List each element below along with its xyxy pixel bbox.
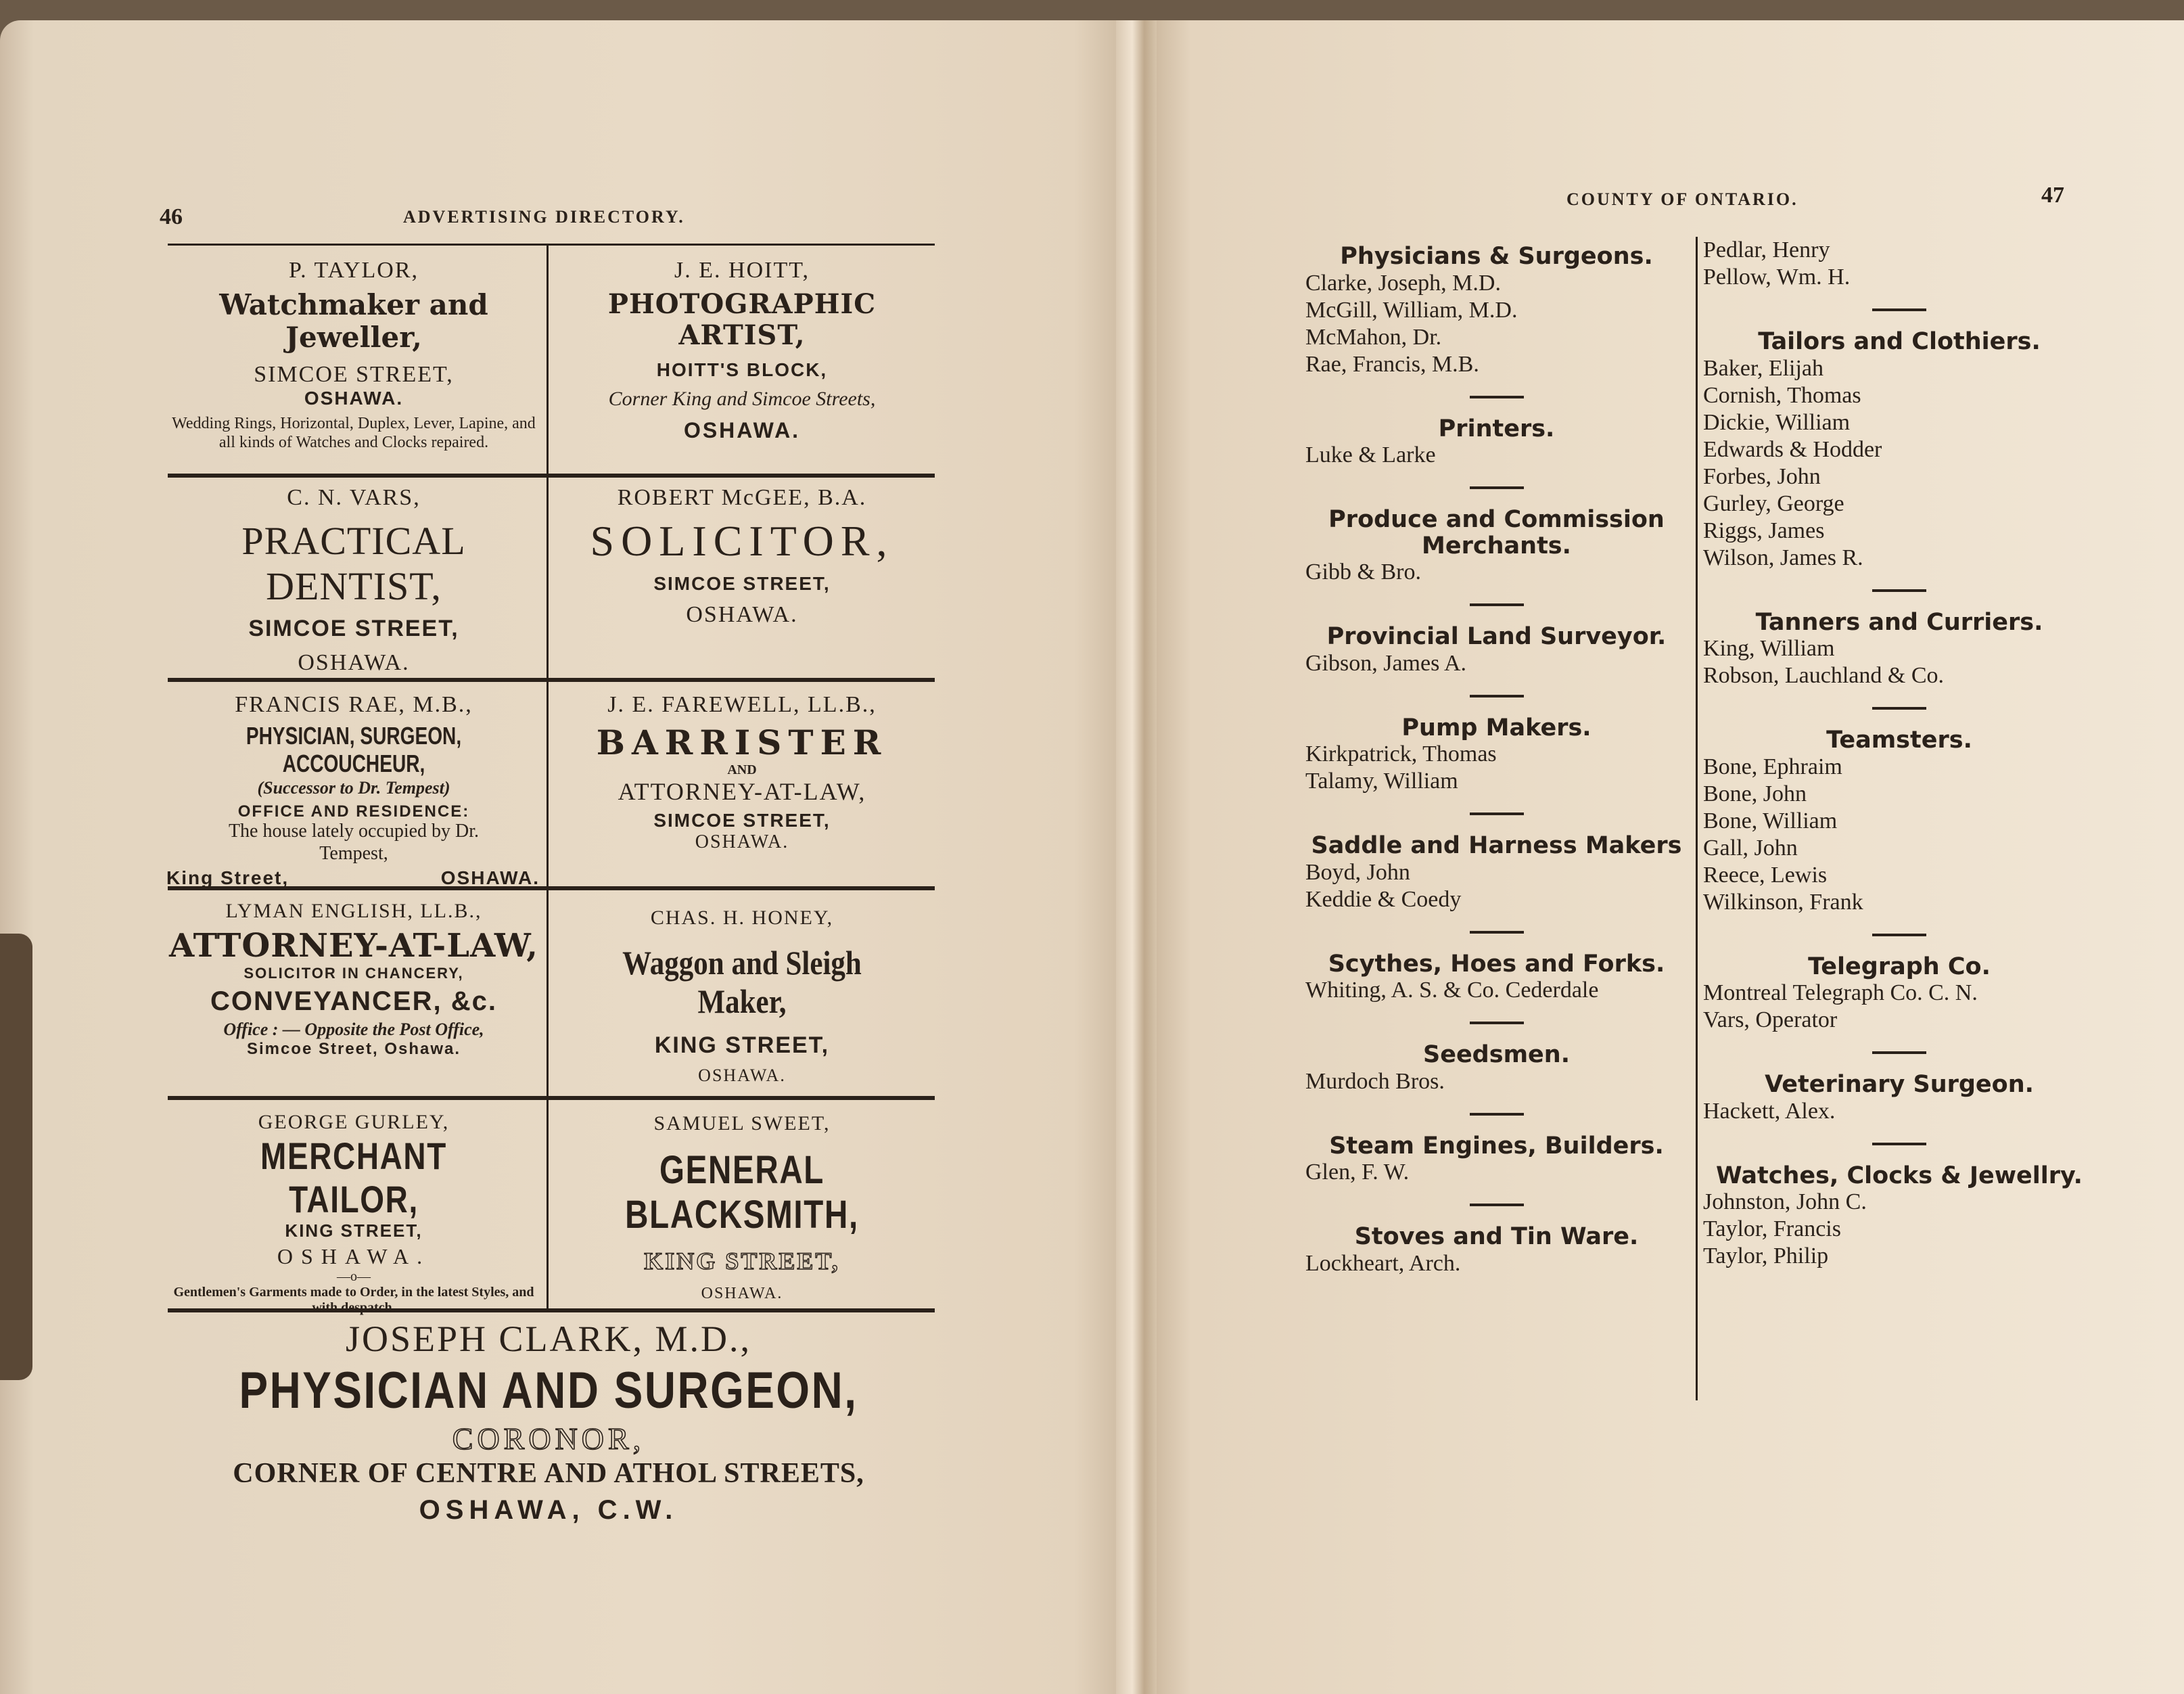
category-heading: Printers. bbox=[1438, 415, 1555, 442]
directory-entry: Edwards & Hodder bbox=[1703, 436, 1882, 462]
directory-entry: Clarke, Joseph, M.D. bbox=[1305, 270, 1501, 296]
ad-street: SIMCOE STREET, bbox=[248, 616, 459, 642]
directory-entry: Boyd, John bbox=[1305, 859, 1410, 885]
section-dash bbox=[1470, 1022, 1524, 1024]
ad-trade-2: SOLICITOR IN CHANCERY, bbox=[243, 964, 464, 982]
ad-trade: BARRISTER bbox=[596, 723, 888, 763]
category-heading: Tailors and Clothiers. bbox=[1758, 328, 2041, 355]
ad-name: C. N. VARS, bbox=[287, 485, 421, 510]
ad-english bbox=[162, 900, 545, 1058]
ad-block: HOITT'S BLOCK, bbox=[656, 359, 828, 381]
ad-taylor bbox=[162, 257, 545, 452]
ad-town: OSHAWA. bbox=[686, 601, 798, 627]
entry: Pellow, Wm. H. bbox=[1703, 265, 1851, 290]
directory-entry: McGill, William, M.D. bbox=[1305, 297, 1518, 323]
page-number-right: 47 bbox=[2041, 183, 2064, 208]
directory-entry: McMahon, Dr. bbox=[1305, 324, 1442, 350]
directory-entry: Taylor, Philip bbox=[1703, 1243, 1829, 1268]
ad-name: JOSEPH CLARK, M.D., bbox=[345, 1319, 752, 1359]
ad-honey bbox=[549, 907, 935, 1085]
ad-street: King Street, bbox=[166, 867, 289, 888]
ad-trade-2: ATTORNEY-AT-LAW, bbox=[618, 777, 866, 805]
ad-corner: Corner King and Simcoe Streets, bbox=[608, 388, 876, 411]
directory-entry: Dickie, William bbox=[1703, 409, 1851, 435]
ad-hoitt bbox=[549, 257, 935, 443]
header-rule bbox=[168, 244, 935, 246]
category-heading: Provincial Land Surveyor. bbox=[1326, 623, 1667, 650]
ad-trade: PHOTOGRAPHIC ARTIST, bbox=[607, 288, 877, 352]
ad-and: AND bbox=[727, 762, 757, 777]
ad-rae bbox=[162, 691, 545, 889]
ad-town: OSHAWA. bbox=[298, 649, 410, 675]
ad-vars bbox=[162, 484, 545, 676]
ad-house: The house lately occupied by Dr. Tempest, bbox=[228, 821, 480, 864]
section-dash bbox=[1872, 589, 1926, 592]
ad-trade: PRACTICAL DENTIST, bbox=[241, 519, 466, 608]
category-heading: Teamsters. bbox=[1826, 727, 1972, 754]
ad-trade: PHYSICIAN, SURGEON, ACCOUCHEUR, bbox=[246, 722, 462, 778]
section-dash bbox=[1470, 931, 1524, 934]
directory-entry: Reece, Lewis bbox=[1703, 862, 1828, 888]
ad-trade-3: CONVEYANCER, &c. bbox=[210, 986, 497, 1016]
ad-office: OFFICE AND RESIDENCE: bbox=[237, 802, 470, 821]
section-dash bbox=[1470, 1204, 1524, 1206]
directory-entry: Robson, Lauchland & Co. bbox=[1703, 663, 1945, 688]
ad-trade: SOLICITOR, bbox=[590, 517, 894, 566]
ad-street: SIMCOE STREET, bbox=[254, 361, 454, 387]
section-dash bbox=[1470, 1113, 1524, 1116]
directory-entry: Murdoch Bros. bbox=[1305, 1068, 1445, 1094]
ad-name: SAMUEL SWEET, bbox=[653, 1112, 831, 1135]
directory-entry: Rae, Francis, M.B. bbox=[1305, 351, 1479, 377]
directory-entry: Montreal Telegraph Co. C. N. bbox=[1703, 980, 1978, 1005]
category-heading: Veterinary Surgeon. bbox=[1765, 1071, 2034, 1098]
ad-mcgee bbox=[549, 484, 935, 628]
category-heading: Steam Engines, Builders. bbox=[1329, 1132, 1664, 1160]
ad-address: CORNER OF CENTRE AND ATHOL STREETS, bbox=[233, 1458, 864, 1490]
ad-office: Office : — Opposite the Post Office, bbox=[223, 1019, 484, 1039]
section-dash bbox=[1872, 934, 1926, 936]
category-heading: Scythes, Hoes and Forks. bbox=[1328, 950, 1665, 978]
ad-street: KING STREET, bbox=[654, 1032, 830, 1058]
directory-entry: Gurley, George bbox=[1703, 490, 1844, 516]
section-dash bbox=[1872, 308, 1926, 311]
entry: Pedlar, Henry bbox=[1703, 237, 1830, 262]
category-heading: Stoves and Tin Ware. bbox=[1354, 1223, 1639, 1250]
directory-entry: Cornish, Thomas bbox=[1703, 382, 1861, 408]
ad-trade: ATTORNEY-AT-LAW, bbox=[169, 926, 538, 965]
ad-town: OSHAWA. bbox=[440, 867, 540, 888]
ad-clark bbox=[162, 1318, 935, 1526]
ad-divider bbox=[168, 474, 935, 478]
section-dash bbox=[1470, 603, 1524, 606]
category-heading: Saddle and Harness Makers bbox=[1311, 832, 1682, 859]
directory-entry: Keddie & Coedy bbox=[1305, 886, 1462, 912]
ad-town: OSHAWA. bbox=[683, 417, 801, 442]
ad-street: SIMCOE STREET, bbox=[653, 809, 831, 831]
ad-divider bbox=[168, 678, 935, 682]
directory-entry: Luke & Larke bbox=[1305, 442, 1436, 467]
ad-name: ROBERT McGEE, B.A. bbox=[617, 485, 867, 510]
section-dash bbox=[1470, 486, 1524, 489]
ad-street: Simcoe Street, Oshawa. bbox=[246, 1039, 461, 1058]
ad-trade: Watchmaker and Jeweller, bbox=[219, 288, 488, 354]
ad-trade: GENERAL BLACKSMITH, bbox=[625, 1147, 859, 1237]
page-number-left: 46 bbox=[160, 204, 183, 229]
ad-street: KING STREET, bbox=[644, 1247, 840, 1275]
directory-entry: Johnston, John C. bbox=[1703, 1189, 1867, 1214]
running-head-left: ADVERTISING DIRECTORY. bbox=[403, 207, 685, 227]
section-dash bbox=[1872, 707, 1926, 710]
ad-successor: (Successor to Dr. Tempest) bbox=[257, 777, 450, 798]
book-gutter bbox=[1116, 20, 1157, 1694]
ad-name: CHAS. H. HONEY, bbox=[650, 907, 834, 929]
ad-trade: Waggon and Sleigh Maker, bbox=[622, 943, 862, 1020]
directory-entry: Riggs, James bbox=[1703, 518, 1825, 543]
ad-street: SIMCOE STREET, bbox=[653, 572, 831, 594]
directory-entry: Gall, John bbox=[1703, 835, 1798, 861]
directory-entry: Glen, F. W. bbox=[1305, 1160, 1410, 1185]
ad-farewell bbox=[549, 691, 935, 853]
directory-entry: Kirkpatrick, Thomas bbox=[1305, 741, 1497, 766]
directory-entry: Bone, John bbox=[1703, 781, 1807, 806]
ad-town: OSHAWA. bbox=[701, 1285, 783, 1303]
ad-town: OSHAWA, C.W. bbox=[419, 1494, 678, 1525]
ad-trade: MERCHANT TAILOR, bbox=[260, 1134, 447, 1220]
category-heading: Pump Makers. bbox=[1401, 714, 1591, 741]
ad-sweet bbox=[549, 1112, 935, 1304]
running-head-right: COUNTY OF ONTARIO. bbox=[1566, 189, 1798, 209]
ad-description: Wedding Rings, Horizontal, Duplex, Lever, Lapine, and all kinds of Watches and Clocks repaired. bbox=[172, 414, 536, 451]
directory-column-1 bbox=[1299, 237, 1694, 1277]
category-heading: Physicians & Surgeons. bbox=[1340, 243, 1653, 270]
ad-ornament: —o— bbox=[337, 1268, 371, 1284]
directory-entry: Bone, William bbox=[1703, 808, 1838, 833]
directory-entry: Gibson, James A. bbox=[1305, 650, 1466, 676]
directory-entry: Talamy, William bbox=[1305, 769, 1458, 794]
ad-town: OSHAWA. bbox=[304, 387, 404, 409]
ad-name: P. TAYLOR, bbox=[288, 258, 419, 283]
ad-town: OSHAWA. bbox=[695, 831, 789, 853]
category-heading: Telegraph Co. bbox=[1808, 953, 1991, 980]
ad-name: LYMAN ENGLISH, LL.B., bbox=[225, 900, 482, 922]
section-dash bbox=[1872, 1143, 1926, 1145]
ad-description: Gentlemen's Garments made to Order, in the latest Styles, and with despatch. bbox=[173, 1284, 534, 1315]
section-dash bbox=[1872, 1051, 1926, 1054]
ad-street: KING STREET, bbox=[285, 1220, 423, 1241]
category-heading: Watches, Clocks & Jewellry. bbox=[1716, 1162, 2083, 1189]
category-heading: Tanners and Curriers. bbox=[1755, 608, 2043, 636]
directory-entry: Bone, Ephraim bbox=[1703, 754, 1842, 779]
directory-entry: Taylor, Francis bbox=[1703, 1216, 1841, 1241]
directory-entry: King, William bbox=[1703, 636, 1835, 661]
directory-entry: Hackett, Alex. bbox=[1703, 1098, 1836, 1124]
ad-trade-2: CORONOR, bbox=[452, 1421, 645, 1457]
ad-trade: PHYSICIAN AND SURGEON, bbox=[239, 1362, 858, 1420]
directory-column-2 bbox=[1696, 237, 2102, 1270]
directory-entry: Lockheart, Arch. bbox=[1305, 1250, 1461, 1276]
ad-name: FRANCIS RAE, M.B., bbox=[235, 692, 473, 717]
ad-town: OSHAWA. bbox=[277, 1244, 431, 1269]
directory-entry: Wilkinson, Frank bbox=[1703, 889, 1863, 915]
section-dash bbox=[1470, 812, 1524, 815]
directory-entry: Wilson, James R. bbox=[1703, 545, 1863, 570]
directory-entry: Whiting, A. S. & Co. Cederdale bbox=[1305, 978, 1599, 1003]
book-edge bbox=[0, 934, 32, 1380]
directory-entry: Vars, Operator bbox=[1703, 1007, 1838, 1032]
directory-entry: Gibb & Bro. bbox=[1305, 559, 1421, 585]
ad-name: J. E. FAREWELL, LL.B., bbox=[607, 692, 877, 717]
ad-gurley bbox=[162, 1111, 545, 1316]
section-dash bbox=[1470, 396, 1524, 398]
directory-entry: Forbes, John bbox=[1703, 463, 1821, 489]
category-heading: Produce and Commission Merchants. bbox=[1328, 506, 1665, 559]
directory-entry: Baker, Elijah bbox=[1703, 355, 1824, 381]
ad-town: OSHAWA. bbox=[698, 1065, 786, 1085]
section-dash bbox=[1470, 695, 1524, 697]
category-heading: Seedsmen. bbox=[1423, 1041, 1570, 1068]
ad-name: J. E. HOITT, bbox=[674, 258, 810, 283]
ad-divider bbox=[168, 1096, 935, 1100]
ad-name: GEORGE GURLEY, bbox=[258, 1111, 450, 1133]
